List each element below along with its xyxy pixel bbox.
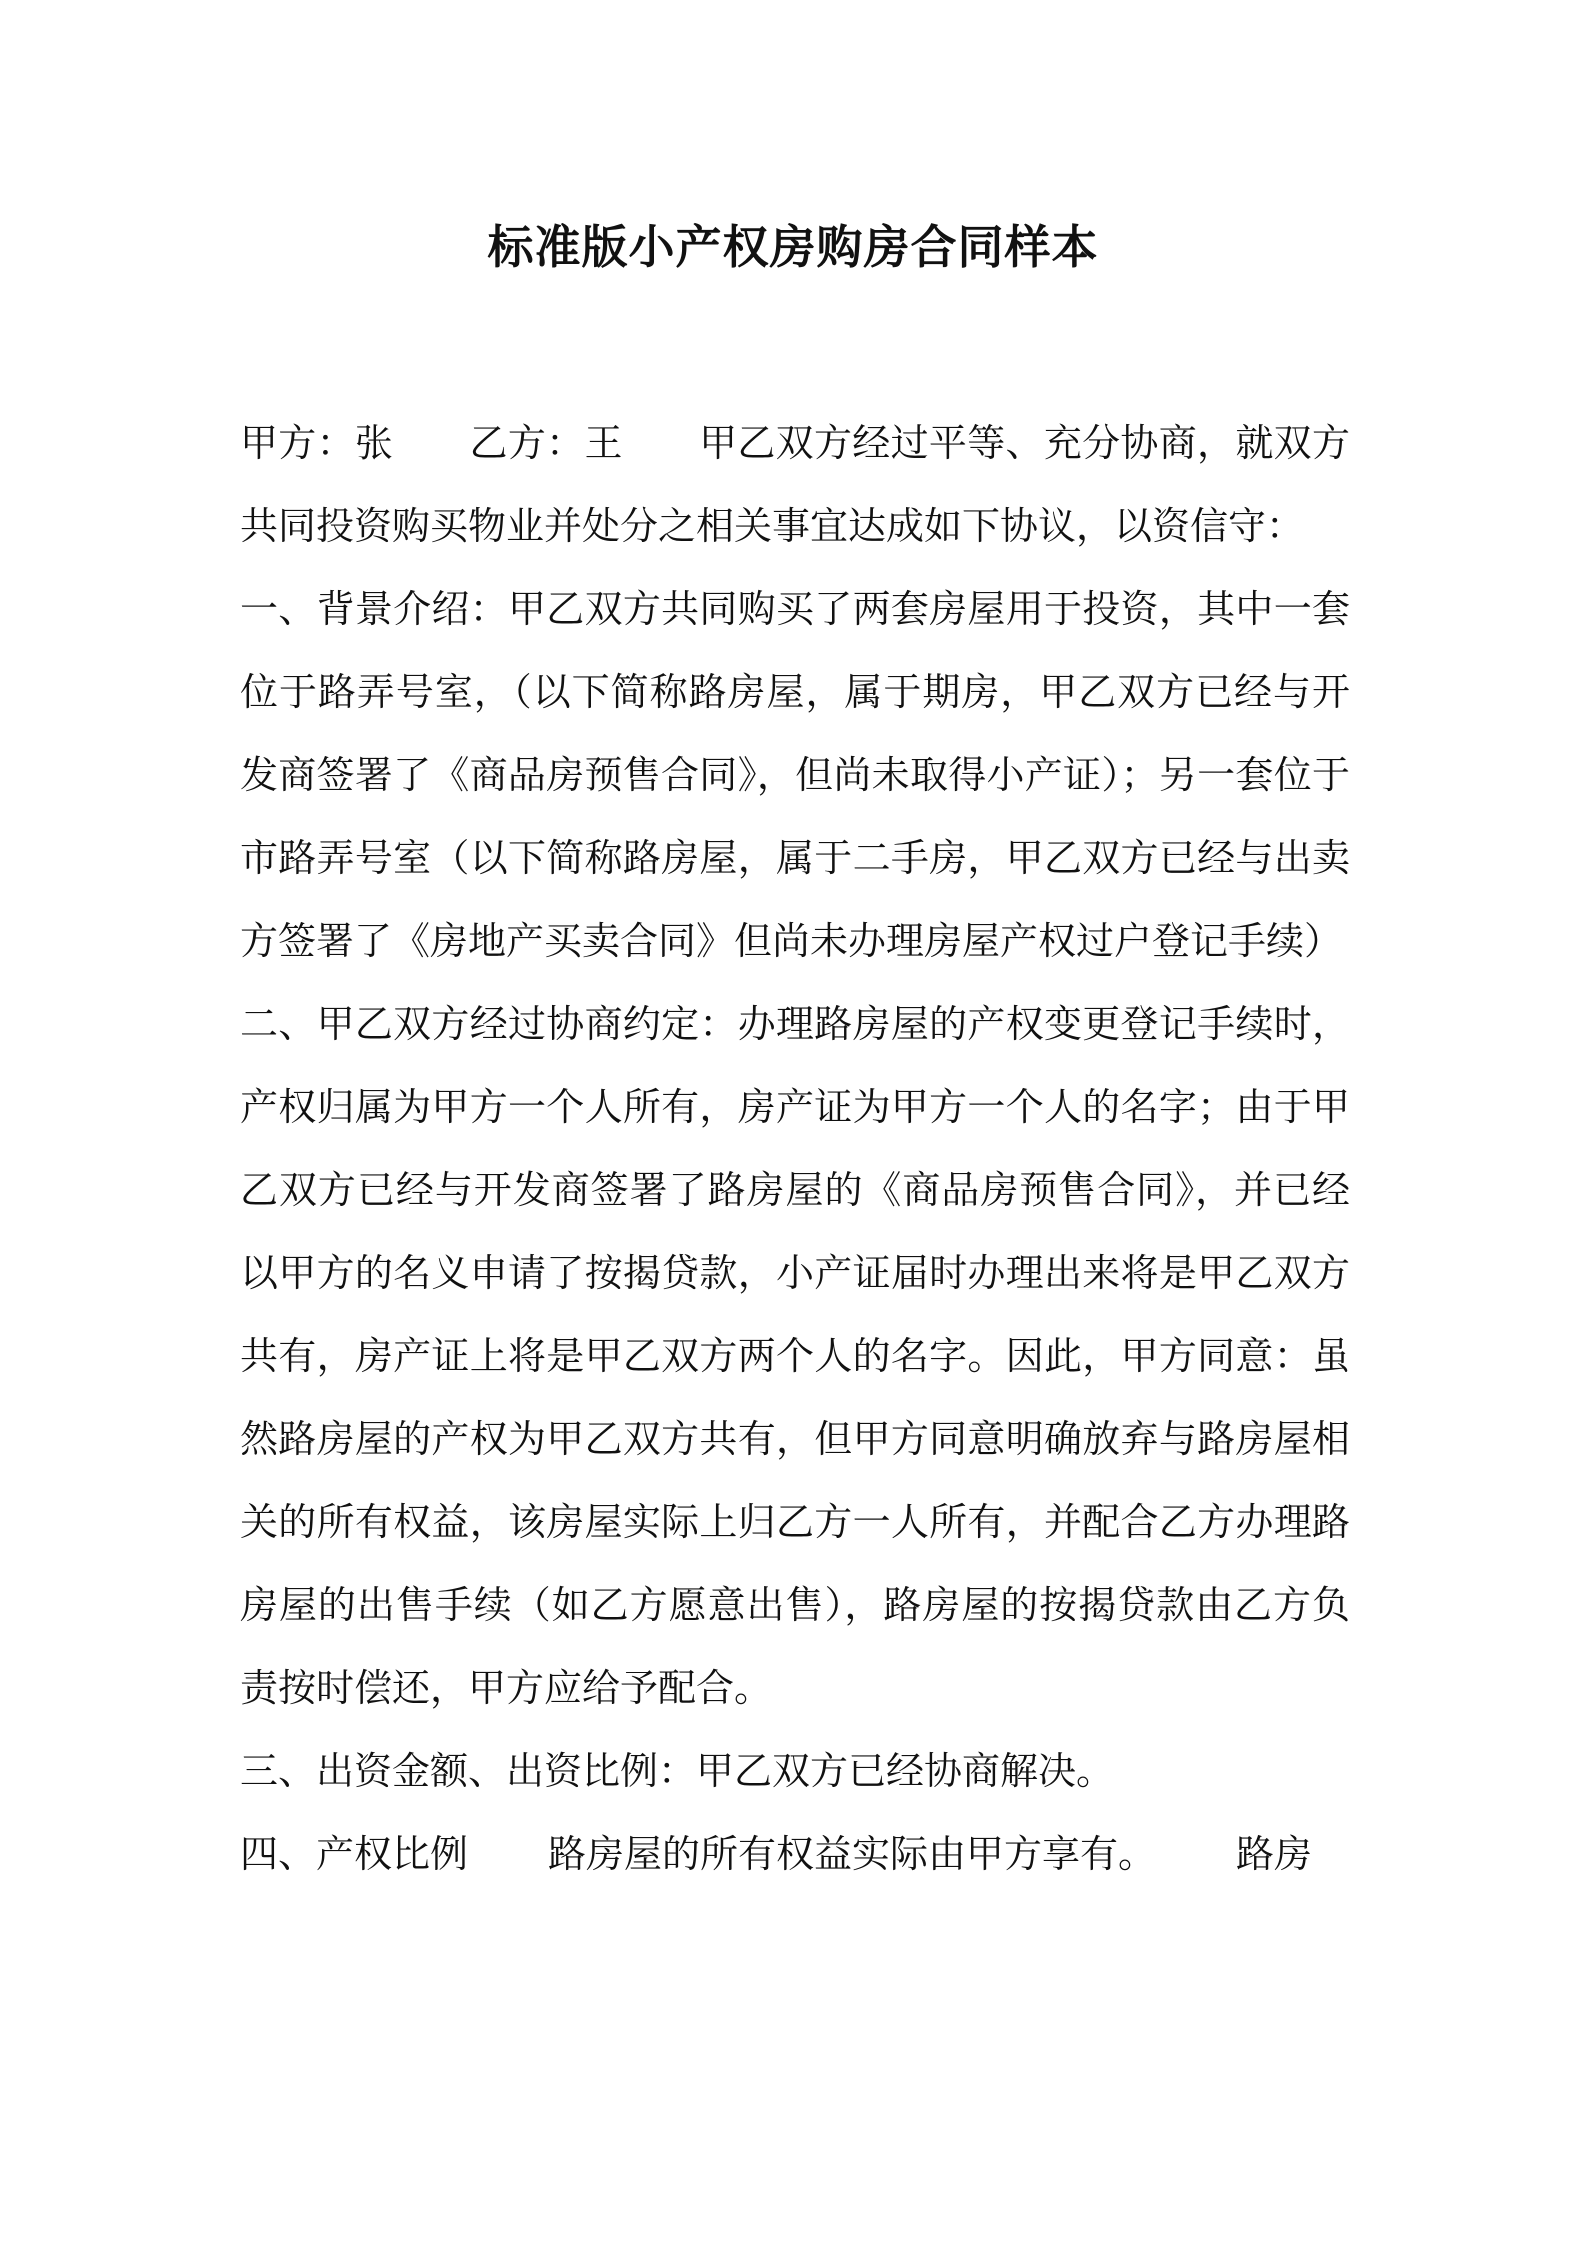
preamble: 甲乙双方经过平等、充分协商，就双方共同投资购买物业并处分之相关事宜达成如下协议，以资信守：	[240, 421, 1350, 548]
party-b: 乙方：王	[469, 421, 623, 465]
section-1: 一、背景介绍：甲乙双方共同购买了两套房屋用于投资，其中一套位于路弄号室，（以下简称路房屋，属于期房，甲乙双方已经与开发商签署了《商品房预售合同》，但尚未取得小产证）；另一套位于市路弄号室（以下简称路房屋，属于二手房，甲乙双方已经与出卖方签署了《房地产买卖合同》但尚未办理房屋产权过户登记手续）	[240, 587, 1350, 963]
section-4-text: 路房屋的所有权益实际由甲方享有。	[548, 1832, 1157, 1876]
parties-paragraph	[240, 402, 1350, 568]
section-4-tail: 路房	[1236, 1832, 1313, 1876]
section-2: 二、甲乙双方经过协商约定：办理路房屋的产权变更登记手续时，产权归属为甲方一个人所有，房产证为甲方一个人的名字；由于甲乙双方已经与开发商签署了路房屋的《商品房预售合同》，并已经以甲方的名义申请了按揭贷款，小产证届时办理出来将是甲乙双方共有，房产证上将是甲乙双方两个人的名字。因此，甲方同意：虽然路房屋的产权为甲乙双方共有，但甲方同意明确放弃与路房屋相关的所有权益，该房屋实际上归乙方一人所有，并配合乙方办理路房屋的出售手续（如乙方愿意出售），路房屋的按揭贷款由乙方负责按时偿还，甲方应给予配合。	[240, 1002, 1350, 1710]
section-4-heading: 四、产权比例	[240, 1832, 469, 1876]
section-3: 三、出资金额、出资比例：甲乙双方已经协商解决。	[240, 1749, 1115, 1793]
section-4	[240, 1813, 1350, 1896]
document-title: 标准版小产权房购房合同样本	[487, 220, 1099, 274]
document-body	[240, 402, 1350, 1896]
party-a: 甲方：张	[240, 421, 394, 465]
